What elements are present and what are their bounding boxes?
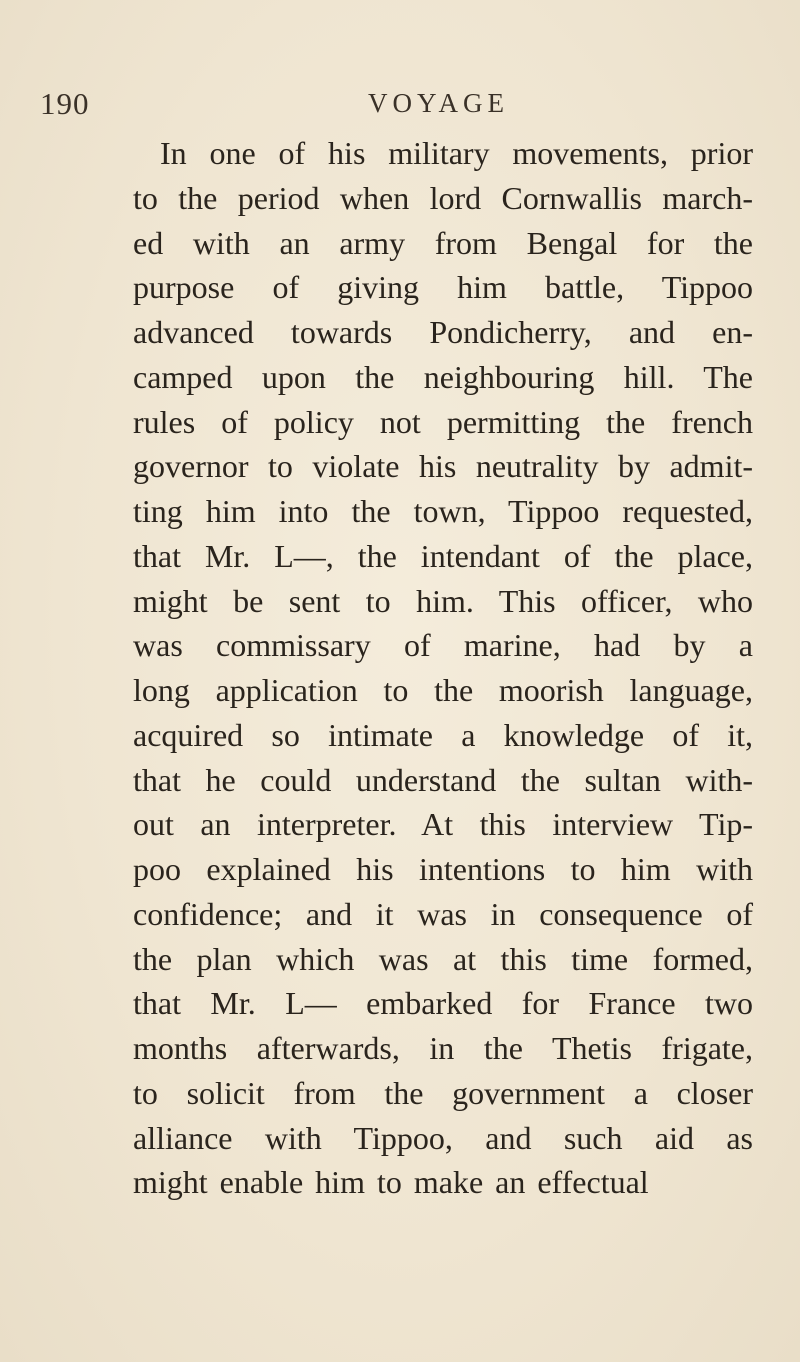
text-line: confidence; and it was in consequence of — [133, 895, 753, 932]
text-line: might be sent to him. This officer, who — [133, 582, 753, 619]
text-line: the plan which was at this time formed, — [133, 940, 753, 977]
text-line: long application to the moorish language, — [133, 672, 753, 708]
text-line: acquired so intimate a knowledge of it, — [133, 716, 753, 753]
text-line: ed with an army from Bengal for the — [133, 224, 753, 261]
text-line: to the period when lord Cornwallis march- — [133, 179, 753, 216]
text-line: poo explained his intentions to him with — [133, 851, 753, 887]
text-line: ting him into the town, Tippoo requested, — [133, 493, 753, 529]
text-line: alliance with Tippoo, and such aid as — [133, 1119, 753, 1156]
running-head: VOYAGE — [368, 88, 509, 118]
text-line: advanced towards Pondicherry, and en- — [133, 314, 753, 350]
text-line: might enable him to make an effectual — [133, 1164, 649, 1201]
text-line: out an interpreter. At this interview Tip- — [133, 806, 753, 843]
text-line: rules of policy not permitting the french — [133, 403, 753, 440]
text-line: was commissary of marine, had by a — [133, 627, 753, 664]
text-line: In one of his military movements, prior — [160, 135, 753, 171]
text-line: that Mr. L—, the intendant of the place, — [133, 537, 753, 574]
text-line: governor to violate his neutrality by admit- — [133, 448, 753, 485]
page-number: 190 — [40, 86, 90, 121]
text-line: months afterwards, in the Thetis frigate, — [133, 1030, 753, 1066]
text-line: that he could understand the sultan with- — [133, 761, 753, 798]
text-line: camped upon the neighbouring hill. The — [133, 358, 753, 395]
text-line: purpose of giving him battle, Tippoo — [133, 269, 753, 306]
text-line: to solicit from the government a closer — [133, 1074, 753, 1111]
body-text — [133, 131, 753, 1205]
text-line: that Mr. L— embarked for France two — [133, 985, 753, 1022]
